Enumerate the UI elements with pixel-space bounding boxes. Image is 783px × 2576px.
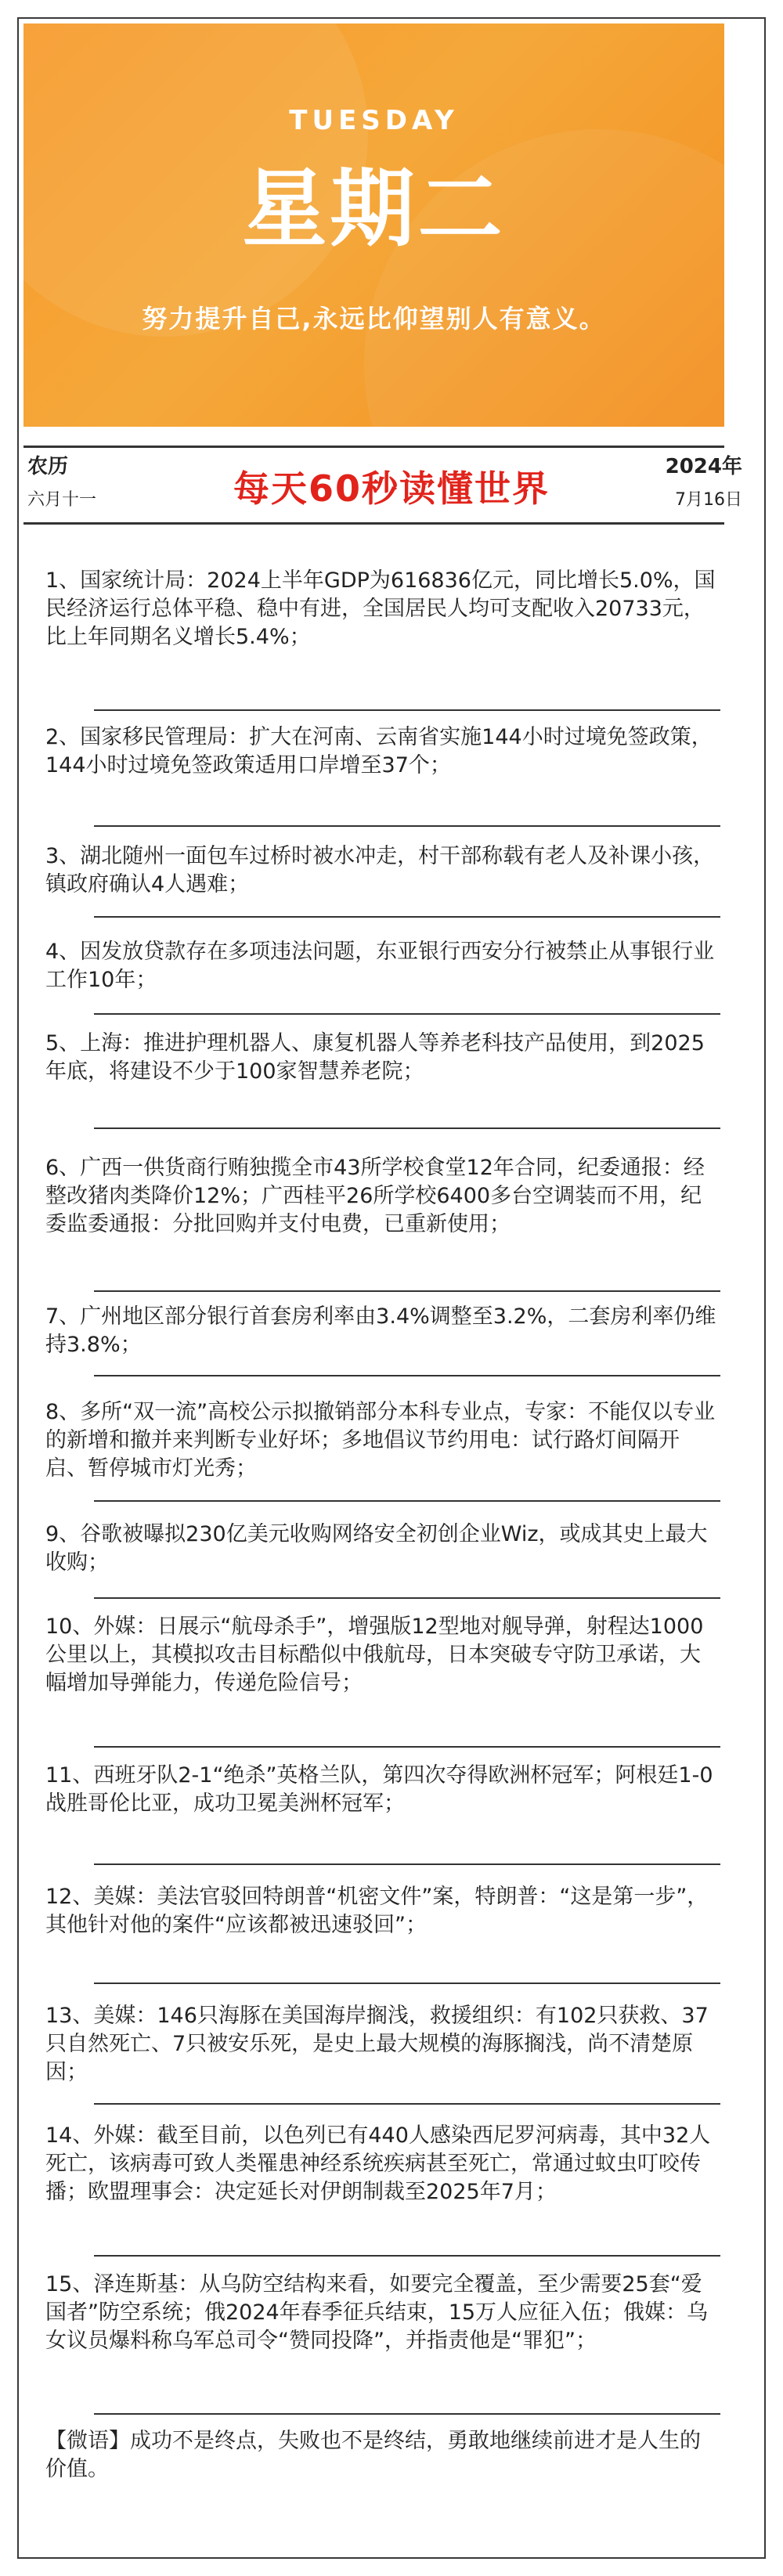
divider (94, 1983, 720, 1984)
divider (94, 916, 720, 918)
news-item-6: 6、广西一供货商行贿独揽全市43所学校食堂12年合同，纪委通报：经整改猪肉类降价12%；广西桂平26所学校6400多台空调装而不用，纪委监委通报：分批回购并支付电费，已重新使用； (45, 1156, 705, 1236)
divider (94, 709, 720, 711)
news-item-12: 12、美媒：美法官驳回特朗普“机密文件”案，特朗普：“这是第一步”，其他针对他的案件“应该都被迅速驳回”； (45, 1885, 709, 1937)
weekday-english: TUESDAY (289, 105, 459, 136)
divider (94, 2413, 720, 2415)
divider (94, 1290, 720, 1292)
divider (94, 1127, 720, 1129)
news-item-11: 11、西班牙队2-1“绝杀”英格兰队，第四次夺得欧洲杯冠军；阿根廷1-0战胜哥伦比亚，成功卫冕美洲杯冠军； (45, 1763, 713, 1816)
motto: 努力提升自己,永远比仰望别人有意义。 (142, 304, 606, 334)
divider (94, 2255, 720, 2257)
news-item-15: 15、泽连斯基：从乌防空结构来看，如要完全覆盖，至少需要25套“爱国者”防空系统；俄2024年春季征兵结束，15万人应征入伍；俄媒：乌女议员爆料称乌军总司令“赞同投降”，并指责他是“罪犯”； (45, 2272, 709, 2353)
news-item-10: 10、外媒：日展示“航母杀手”，增强版12型地对舰导弹，射程达1000公里以上，其模拟攻击目标酷似中俄航母，日本突破专守防卫承诺，大幅增加导弹能力，传递危险信号； (45, 1615, 704, 1695)
news-item-3: 3、湖北随州一面包车过桥时被水冲走，村干部称载有老人及补课小孩，镇政府确认4人遇难； (45, 844, 715, 897)
divider (94, 1597, 720, 1599)
divider (94, 1013, 720, 1015)
divider (94, 1375, 720, 1376)
news-item-2: 2、国家移民管理局：扩大在河南、云南省实施144小时过境免签政策，144小时过境免签政策适用口岸增至37个； (45, 725, 713, 777)
divider (94, 1746, 720, 1748)
lunar-label: 农历 (27, 455, 69, 478)
year: 2024年 (665, 455, 742, 478)
news-item-7: 7、广州地区部分银行首套房利率由3.4%调整至3.2%，二套房利率仍维持3.8%； (45, 1304, 716, 1357)
news-item-13: 13、美媒：146只海豚在美国海岸搁浅，救援组织：有102只获救、37只自然死亡、7只被安乐死，是史上最大规模的海豚搁浅，尚不清楚原因； (45, 2004, 709, 2084)
news-item-5: 5、上海：推进护理机器人、康复机器人等养老科技产品使用，到2025年底，将建设不少于100家智慧养老院； (45, 1031, 705, 1084)
weekday-chinese: 星期二 (242, 161, 506, 258)
divider (94, 825, 720, 827)
divider (94, 2103, 720, 2105)
divider (94, 1863, 720, 1865)
header-rule-top (23, 446, 724, 448)
news-item-4: 4、因发放贷款存在多项违法问题，东亚银行西安分行被禁止从事银行业工作10年； (45, 940, 715, 992)
gregorian-calendar (666, 453, 742, 514)
lunar-date: 六月十一 (27, 490, 97, 510)
header-banner (23, 23, 724, 427)
slogan: 每天60秒读懂世界 (233, 467, 550, 510)
wei-yu-quote: 【微语】成功不是终点，失败也不是终结，勇敢地继续前进才是人生的价值。 (45, 2429, 701, 2481)
news-item-8: 8、多所“双一流”高校公示拟撤销部分本科专业点，专家：不能仅以专业的新增和撤并来判断专业好坏；多地倡议节约用电：试行路灯间隔开启、暂停城市灯光秀； (45, 1400, 716, 1481)
divider (94, 1500, 720, 1502)
news-item-1: 1、国家统计局：2024上半年GDP为616836亿元，同比增长5.0%，国民经济运行总体平稳、稳中有进，全国居民人均可支配收入20733元，比上年同期名义增长5.4%； (45, 568, 716, 649)
news-item-14: 14、外媒：截至目前，以色列已有440人感染西尼罗河病毒，其中32人死亡，该病毒可致人类罹患神经系统疾病甚至死亡，常通过蚊虫叮咬传播；欧盟理事会：决定延长对伊朗制裁至2025年7月； (45, 2123, 711, 2204)
header-rule-bottom (23, 522, 724, 525)
news-item-9: 9、谷歌被曝拟230亿美元收购网络安全初创企业Wiz，或成其史上最大收购； (45, 1522, 708, 1575)
date: 7月16日 (675, 490, 742, 510)
